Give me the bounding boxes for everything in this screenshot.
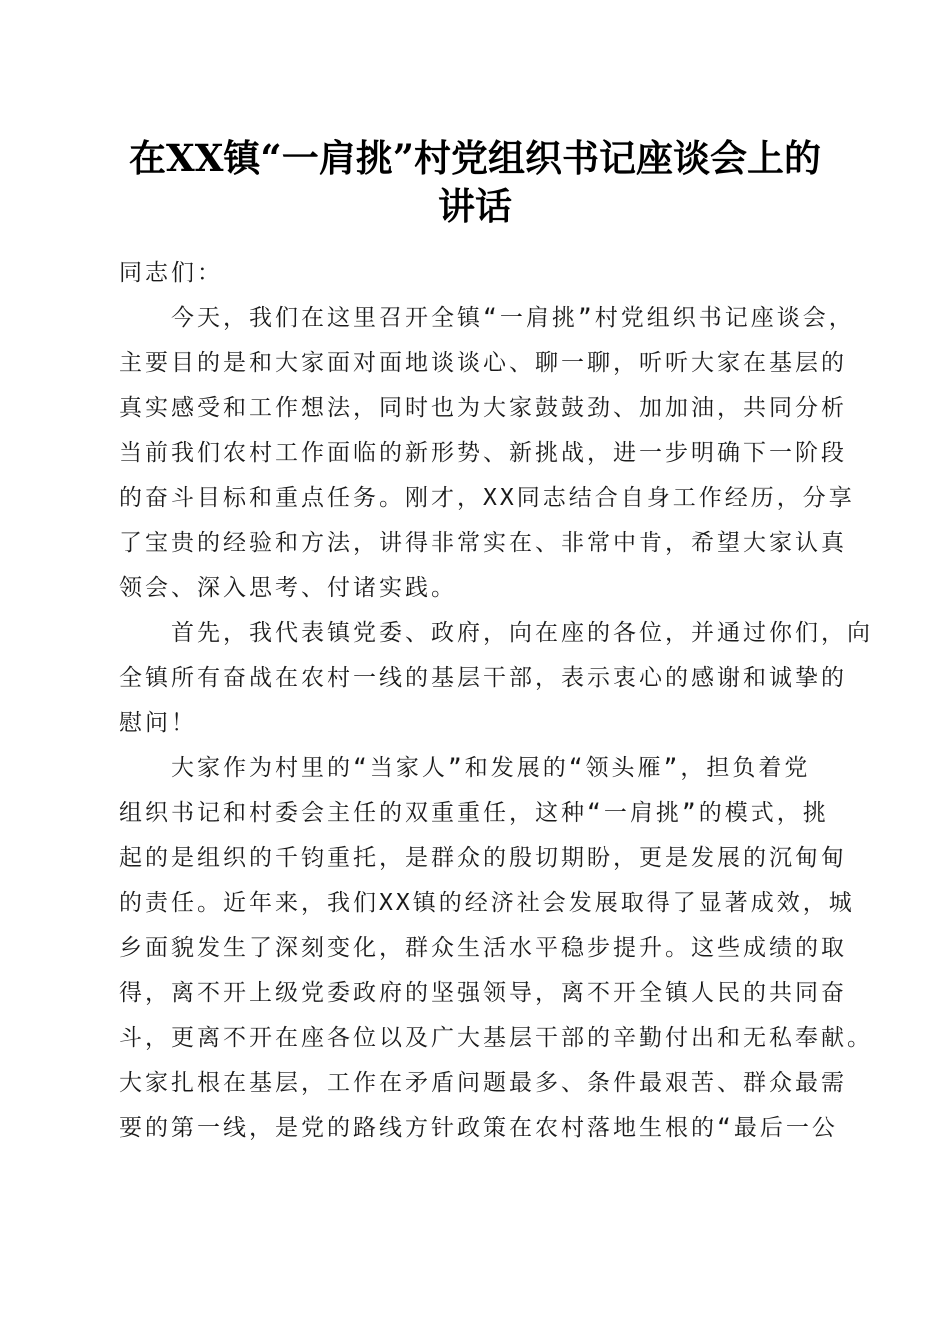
document-body	[119, 251, 873, 1151]
body-line: 组织书记和村委会主任的双重重任，这种“一肩挑”的模式，挑	[119, 800, 829, 826]
body-line: 得，离不开上级党委政府的坚强领导，离不开全镇人民的共同奋	[119, 980, 847, 1006]
body-line: 的责任。近年来，我们XX镇的经济社会发展取得了显著成效，城	[119, 890, 855, 916]
body-line: 乡面貌发生了深刻变化，群众生活水平稳步提升。这些成绩的取	[119, 935, 847, 961]
title-line-1: 在XX镇“一肩挑”村党组织书记座谈会上的	[129, 136, 821, 180]
body-line: 首先，我代表镇党委、政府，向在座的各位，并通过你们，向	[171, 620, 873, 646]
body-line: 今天，我们在这里召开全镇“一肩挑”村党组织书记座谈会，	[171, 305, 855, 331]
body-line: 起的是组织的千钧重托，是群众的殷切期盼，更是发展的沉甸甸	[119, 845, 847, 871]
body-line: 真实感受和工作想法，同时也为大家鼓鼓劲、加加油，共同分析	[119, 395, 847, 421]
body-lines	[119, 296, 873, 1151]
body-line: 斗，更离不开在座各位以及广大基层干部的辛勤付出和无私奉献。	[119, 1025, 873, 1051]
body-line: 大家扎根在基层，工作在矛盾问题最多、条件最艰苦、群众最需	[119, 1070, 847, 1096]
salutation: 同志们：	[119, 260, 223, 286]
body-line: 领会、深入思考、付诸实践。	[119, 575, 457, 601]
body-line: 大家作为村里的“当家人”和发展的“领头雁”，担负着党	[171, 755, 811, 781]
body-line: 了宝贵的经验和方法，讲得非常实在、非常中肯，希望大家认真	[119, 530, 847, 556]
title-line-2: 讲话	[438, 184, 512, 228]
body-line: 慰问！	[119, 710, 197, 736]
body-line: 的奋斗目标和重点任务。刚才，XX同志结合自身工作经历，分享	[119, 485, 855, 511]
body-line: 主要目的是和大家面对面地谈谈心、聊一聊，听听大家在基层的	[119, 350, 847, 376]
body-line: 要的第一线，是党的路线方针政策在农村落地生根的“最后一公	[119, 1115, 838, 1141]
document-title	[100, 134, 850, 230]
body-line: 当前我们农村工作面临的新形势、新挑战，进一步明确下一阶段	[119, 440, 847, 466]
body-line: 全镇所有奋战在农村一线的基层干部，表示衷心的感谢和诚挚的	[119, 665, 847, 691]
